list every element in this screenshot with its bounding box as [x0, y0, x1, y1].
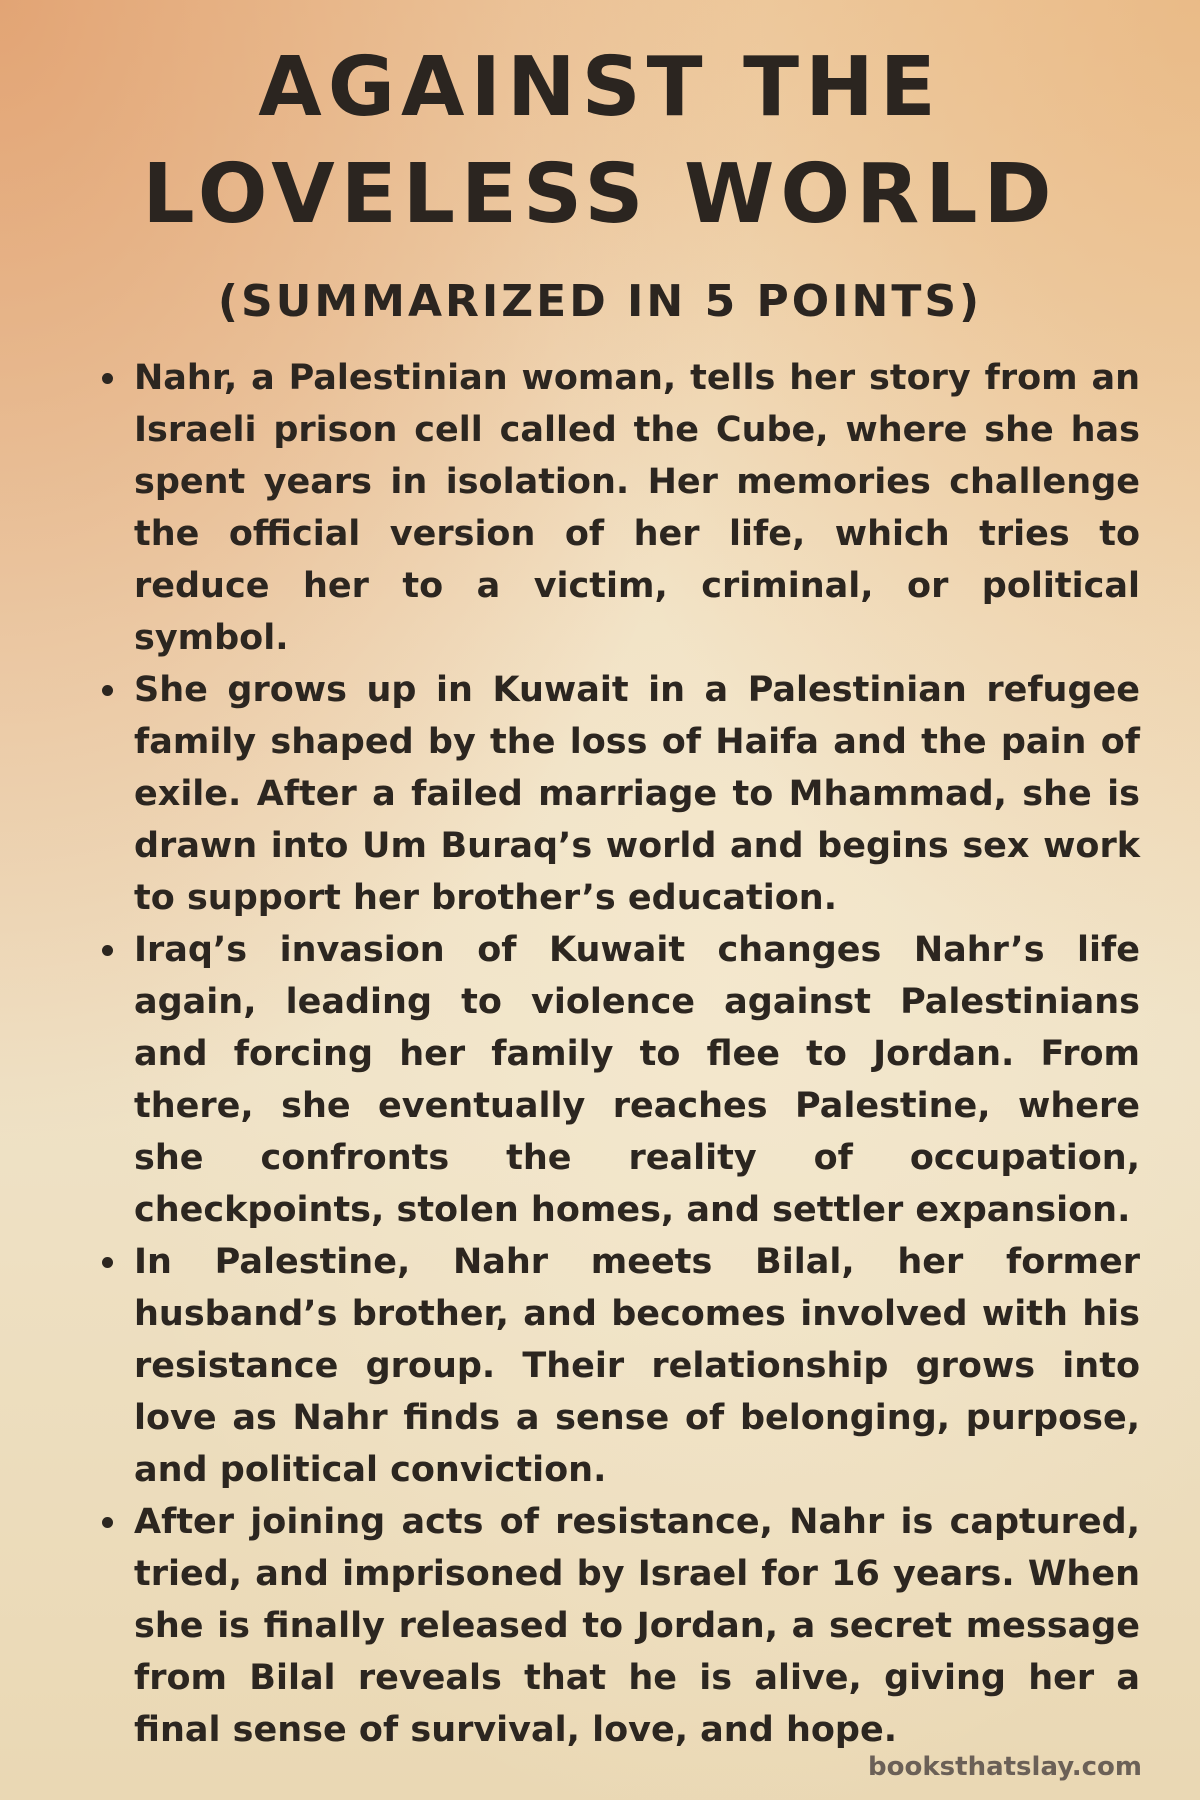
summary-point [100, 1236, 1140, 1496]
title-line-2: LOVELESS WORLD [142, 147, 1058, 242]
summary-point [100, 924, 1140, 1236]
summary-points-list [100, 352, 1140, 1756]
bullet-icon [102, 1257, 113, 1268]
title-line-1: AGAINST THE [258, 40, 942, 135]
summary-point [100, 352, 1140, 664]
summary-point-text: Iraq’s invasion of Kuwait changes Nahr’s life again, leading to violence against Palestinians and forcing her family to flee to Jordan. From there, she eventually reaches Palestine, where she confronts the reality of occupation, checkpoints, stolen homes, and settler expansion. [134, 930, 1140, 1230]
summary-point-text: In Palestine, Nahr meets Bilal, her former husband’s brother, and becomes involved with his resistance group. Their relationship grows into love as Nahr finds a sense of belonging, purpose, and political conviction. [134, 1242, 1140, 1490]
bullet-icon [102, 945, 113, 956]
subtitle: (SUMMARIZED IN 5 POINTS) [217, 276, 983, 327]
bullet-icon [102, 373, 113, 384]
summary-point [100, 1496, 1140, 1756]
summary-point [100, 664, 1140, 924]
bullet-icon [102, 685, 113, 696]
source-watermark: booksthatslay.com [868, 1752, 1142, 1782]
summary-point-text: Nahr, a Palestinian woman, tells her story from an Israeli prison cell called the Cube, where she has spent years in isolation. Her memories challenge the official version of her life, which tries to reduce her to a victim, criminal, or political symbol. [134, 358, 1140, 658]
summary-point-text: She grows up in Kuwait in a Palestinian refugee family shaped by the loss of Haifa and the pain of exile. After a failed marriage to Mhammad, she is drawn into Um Buraq’s world and begins sex work to support her brother’s education. [134, 670, 1140, 918]
bullet-icon [102, 1517, 113, 1528]
summary-point-text: After joining acts of resistance, Nahr is captured, tried, and imprisoned by Israel for 16 years. When she is finally released to Jordan, a secret message from Bilal reveals that he is alive, giving her a final sense of survival, love, and hope. [134, 1502, 1140, 1750]
